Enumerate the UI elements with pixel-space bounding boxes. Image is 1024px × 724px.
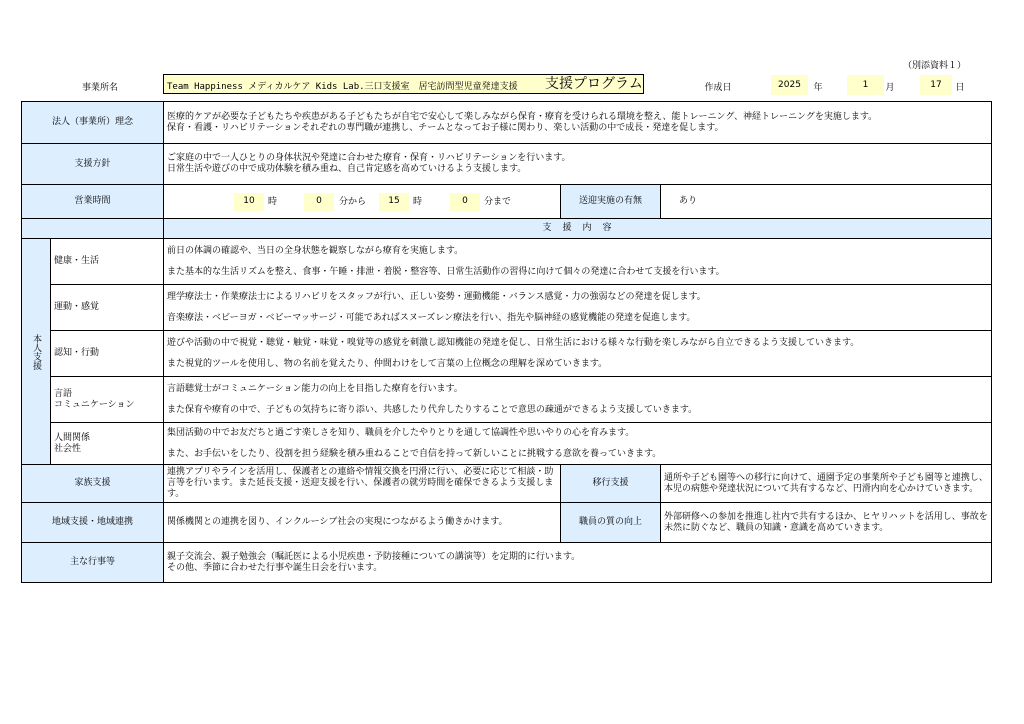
health-line-1: 前日の体調の確認や、当日の全身状態を観察しながら療育を実施します。 [167, 245, 464, 256]
personal-support-label-text: 本人支援 [31, 333, 41, 370]
language-line-1: 言語聴覚士がコミュニケーション能力の向上を目指した療育を行います。 [167, 383, 463, 394]
language-text [164, 377, 992, 423]
family-text: 連携アプリやラインを活用し、保護者との連絡や情報交換を円滑に行い、必要に応じて相談・助言等を行います。また延長支援・送迎支援を行い、保護者の就労時間を確保できるよう支援します。 [164, 465, 561, 503]
cognition-text [164, 331, 992, 377]
social-line-2: また、お手伝いをしたり、役割を担う経験を積み重ねることで自信を持って新しいことに挑戦する意欲を養っていきます。 [167, 448, 662, 459]
motor-line-2: 音楽療法・ベビーヨガ・ベビーマッサージ・可能であればスヌーズレン療法を行い、指先や脳神経の感覚機能の発達を促進します。 [167, 312, 696, 323]
cognition-line-1: 遊びや活動の中で視覚・聴覚・触覚・味覚・嗅覚等の感覚を刺激し認知機能の発達を促し、日常生活における様々な行動を楽しみながら自立できるよう支援していきます。 [167, 337, 860, 348]
social-text [164, 423, 992, 465]
philosophy-label: 法人（事業所）理念 [22, 102, 164, 144]
cognition-label: 認知・行動 [51, 331, 164, 377]
hours-value [164, 185, 561, 219]
health-line-2: また基本的な生活リズムを整え、食事・午睡・排泄・着脱・整容等、日常生活動作の習得に向けて個々の発達に合わせて支援を行います。 [167, 266, 725, 277]
year-field[interactable]: 2025 [771, 75, 808, 95]
transport-value[interactable]: あり [679, 196, 698, 206]
social-line-1: 集団活動の中でお友だちと過ごす楽しさを知り、職員を介したやりとりを通して協調性や思いやりの心を育みます。 [167, 427, 635, 438]
family-label: 家族支援 [22, 465, 164, 503]
motor-label: 運動・感覚 [51, 285, 164, 331]
philosophy-text [164, 102, 992, 144]
transition-label: 移行支援 [561, 465, 661, 503]
transport-label [561, 185, 661, 219]
community-text: 関係機関との連携を図り、インクルーシブ社会の実現につながるよう働きかけます。 [164, 503, 561, 543]
office-name-field[interactable] [163, 74, 644, 94]
community-label: 地域支援・地域連携 [22, 503, 164, 543]
start-minute-field[interactable]: 0 [304, 193, 334, 211]
language-line-2: また保育や療育の中で、子どもの気持ちに寄り添い、共感したり代弁したりすることで意思の疎通ができるよう支援していきます。 [167, 404, 698, 415]
date-label: 作成日 [704, 82, 732, 93]
support-header-blank [22, 219, 164, 239]
month-field[interactable]: 1 [847, 75, 884, 95]
philosophy-line-1: 医療的ケアが必要な子どもたちや疾患がある子どもたちが自宅で安心して楽しみながら保育・療育を受けられる環境を整え、能トレーニング、神経トレーニングを実施します。 [167, 111, 878, 122]
events-label: 主な行事等 [22, 543, 164, 583]
motor-text [164, 285, 992, 331]
philosophy-line-2: 保育・看護・リハビリテーションそれぞれの専門職が連携し、チームとなってお子様に関わり、楽しい活動の中で成長・発達を促します。 [167, 122, 724, 133]
personal-support-label [22, 239, 51, 465]
cognition-line-2: また視覚的ツールを使用し、物の名前を覚えたり、仲間わけをして言葉の上位概念の理解を深めていきます。 [167, 358, 608, 369]
until-label: 分まで [484, 196, 512, 207]
motor-line-1: 理学療法士・作業療法士によるリハビリをスタッフが行い、正しい姿勢・運動機能・バランス感覚・力の強弱などの発達を促します。 [167, 291, 706, 302]
policy-line-1: ご家庭の中で一人ひとりの身体状況や発達に合わせた療育・保育・リハビリテーションを行います。 [167, 153, 571, 163]
office-label: 事業所名 [81, 82, 118, 93]
hour-unit-1: 時 [268, 196, 278, 207]
policy-text [164, 144, 992, 185]
health-text [164, 239, 992, 285]
day-unit: 日 [955, 82, 965, 93]
hours-label: 営業時間 [22, 185, 164, 219]
transport-value-cell [661, 185, 992, 219]
annex-label: （別添資料１） [902, 61, 966, 71]
month-unit: 月 [885, 82, 895, 93]
policy-label: 支援方針 [22, 144, 164, 185]
transport-label-text: 送迎実施の有無 [579, 196, 643, 206]
social-label: 人間関係 社会性 [51, 423, 164, 465]
events-line-1: 親子交流会、親子勉強会（嘱託医による小児疾患・予防接種についての講演等）を定期的に行います。 [167, 551, 581, 562]
end-minute-field[interactable]: 0 [450, 193, 480, 211]
day-field[interactable]: 17 [920, 75, 952, 95]
support-header: 支 援 内 容 [164, 219, 992, 239]
program-title: 支援プログラム [545, 76, 643, 92]
events-text [164, 543, 992, 583]
end-hour-field[interactable]: 15 [379, 193, 409, 211]
language-label: 言語 コミュニケーション [51, 377, 164, 423]
start-hour-field[interactable]: 10 [234, 193, 264, 211]
support-program-table [21, 101, 992, 583]
policy-line-2: 日常生活や遊びの中で成功体験を積み重ね、自己肯定感を高めていけるよう支援します。 [167, 164, 527, 174]
year-unit: 年 [813, 82, 823, 93]
hour-unit-2: 時 [413, 196, 423, 207]
office-name: Team Happiness メディカルケア Kids Lab.三口支援室 居宅訪問型児童発達支援 [167, 82, 518, 92]
transition-text: 通所や子ども園等への移行に向けて、通園予定の事業所や子ども園等と連携し、本児の病態や発達状況について共有するなど、円滑内向を心かけていきます。 [661, 465, 992, 503]
health-label: 健康・生活 [51, 239, 164, 285]
events-line-2: その他、季節に合わせた行事や誕生日会を行います。 [167, 562, 383, 573]
from-label: 分から [339, 196, 367, 207]
staff-label: 職員の質の向上 [561, 503, 661, 543]
staff-text: 外部研修への参加を推進し社内で共有するほか、ヒヤリハットを活用し、事故を未然に防ぐなど、職員の知識・意識を高めていきます。 [661, 503, 992, 543]
